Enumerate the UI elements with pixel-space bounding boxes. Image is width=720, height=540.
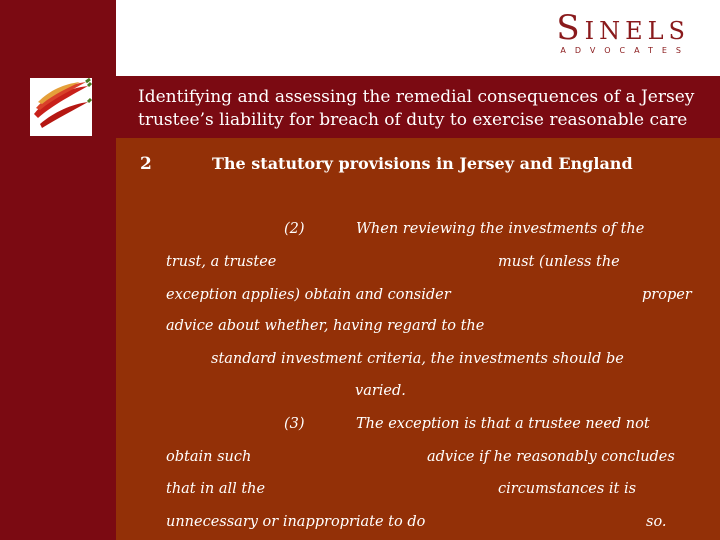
paragraph-2-line: standard investment criteria, the investments should be: [211, 351, 624, 367]
paragraph-3-line: obtain such: [166, 449, 252, 465]
content-area: [116, 138, 720, 540]
paragraph-2-line: proper: [642, 287, 692, 303]
brand-logo: [556, 8, 690, 55]
paragraph-2-line: When reviewing the investments of the: [356, 221, 645, 237]
header-left-strip: [0, 0, 116, 76]
paragraph-3-line: circumstances it is: [498, 481, 637, 497]
paragraph-2-line: trust, a trustee: [166, 254, 277, 270]
paragraph-3-line: that in all the: [166, 481, 266, 497]
page-title: Identifying and assessing the remedial consequences of a Jersey trustee’s liability for breach of duty to exercise reasonable care: [138, 87, 695, 130]
left-column: [0, 138, 116, 540]
chili-peppers-icon: [30, 78, 92, 136]
section-title: The statutory provisions in Jersey and England: [212, 154, 633, 173]
paragraph-2-line: must (unless the: [498, 254, 620, 270]
paragraph-3-line: unnecessary or inappropriate to do: [166, 514, 426, 530]
paragraph-2-number: (2): [284, 221, 305, 237]
paragraph-3-line: so.: [646, 514, 667, 530]
brand-name: Sinels: [556, 8, 690, 48]
paragraph-2-line: advice about whether, having regard to the: [166, 318, 485, 334]
paragraph-2-line: varied.: [355, 383, 406, 399]
paragraph-3-line: The exception is that a trustee need not: [356, 416, 650, 432]
paragraph-3-number: (3): [284, 416, 305, 432]
paragraph-3-line: advice if he reasonably concludes: [427, 449, 675, 465]
brand-subtitle: ADVOCATES: [560, 46, 690, 55]
paragraph-2-line: exception applies) obtain and consider: [166, 287, 451, 303]
section-number: 2: [140, 154, 152, 174]
